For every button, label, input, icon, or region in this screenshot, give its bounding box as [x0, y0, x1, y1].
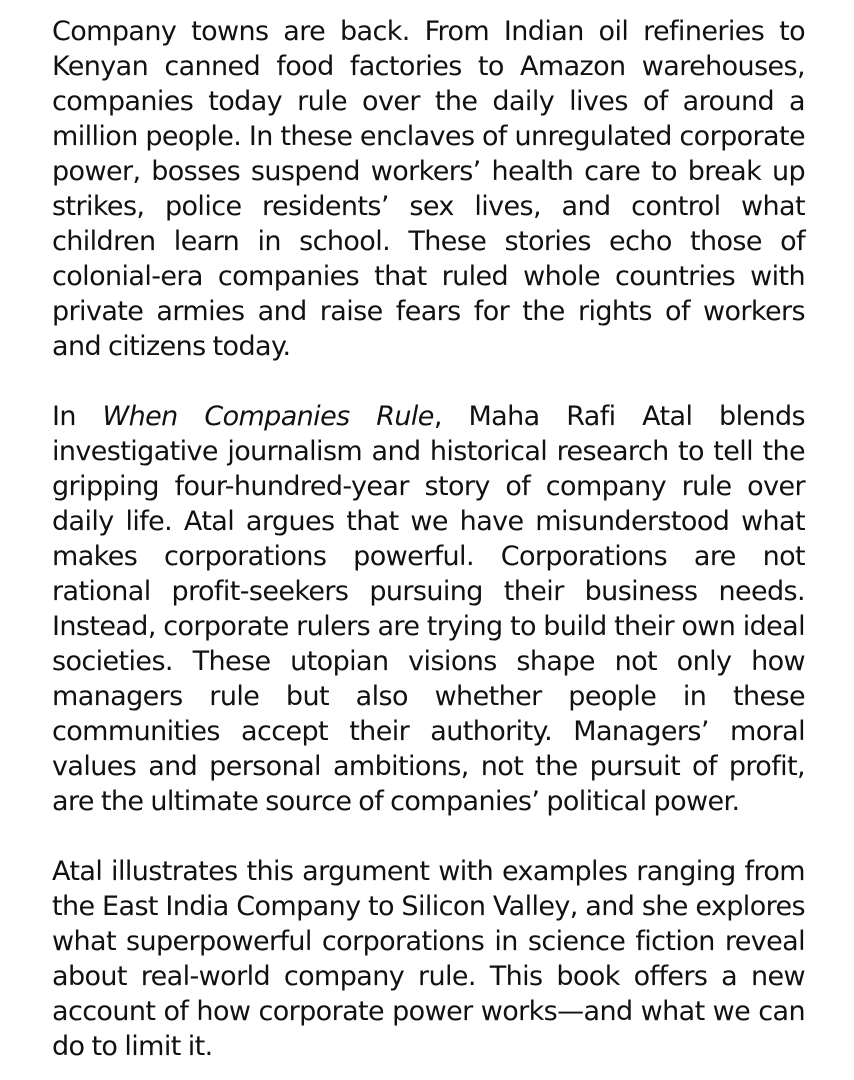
paragraph-lead: In [52, 401, 103, 432]
book-title: When Companies Rule [102, 401, 434, 432]
paragraph-company-towns: Company towns are back. From Indian oil refineries to Kenyan canned food factories to Amazon warehouses, companies today rule over the daily lives of around a million people. In these enclaves of unregulated corporate power, bosses suspend workers’ health care to break up strikes, police residents’ sex lives, and control what children learn in school. These stories echo those of colonial-era companies that ruled whole countries with private armies and raise fears for the rights of workers and citizens today. [52, 16, 805, 362]
book-description [52, 14, 805, 1064]
paragraph-examples: Atal illustrates this argument with examples ranging from the East India Company to Silicon Valley, and she explores what superpowerful corporations in science fiction reveal about real-world company rule. This book offers a new account of how corporate power works—and what we can do to limit it. [52, 856, 805, 1062]
paragraph-book-argument [52, 399, 805, 819]
paragraph-body: , Maha Rafi Atal blends investigative journalism and historical research to tell the gripping four-hundred-year story of company rule over daily life. Atal argues that we have misunderstood what makes corporations powerful. Corporations are not rational profit-seekers pursuing their business needs. Instead, corporate rulers are trying to build their own ideal societies. These utopian visions shape not only how managers rule but also whether people in these communities accept their authority. Managers’ moral values and personal ambitions, not the pursuit of profit, are the ultimate source of companies’ political power. [52, 401, 806, 817]
